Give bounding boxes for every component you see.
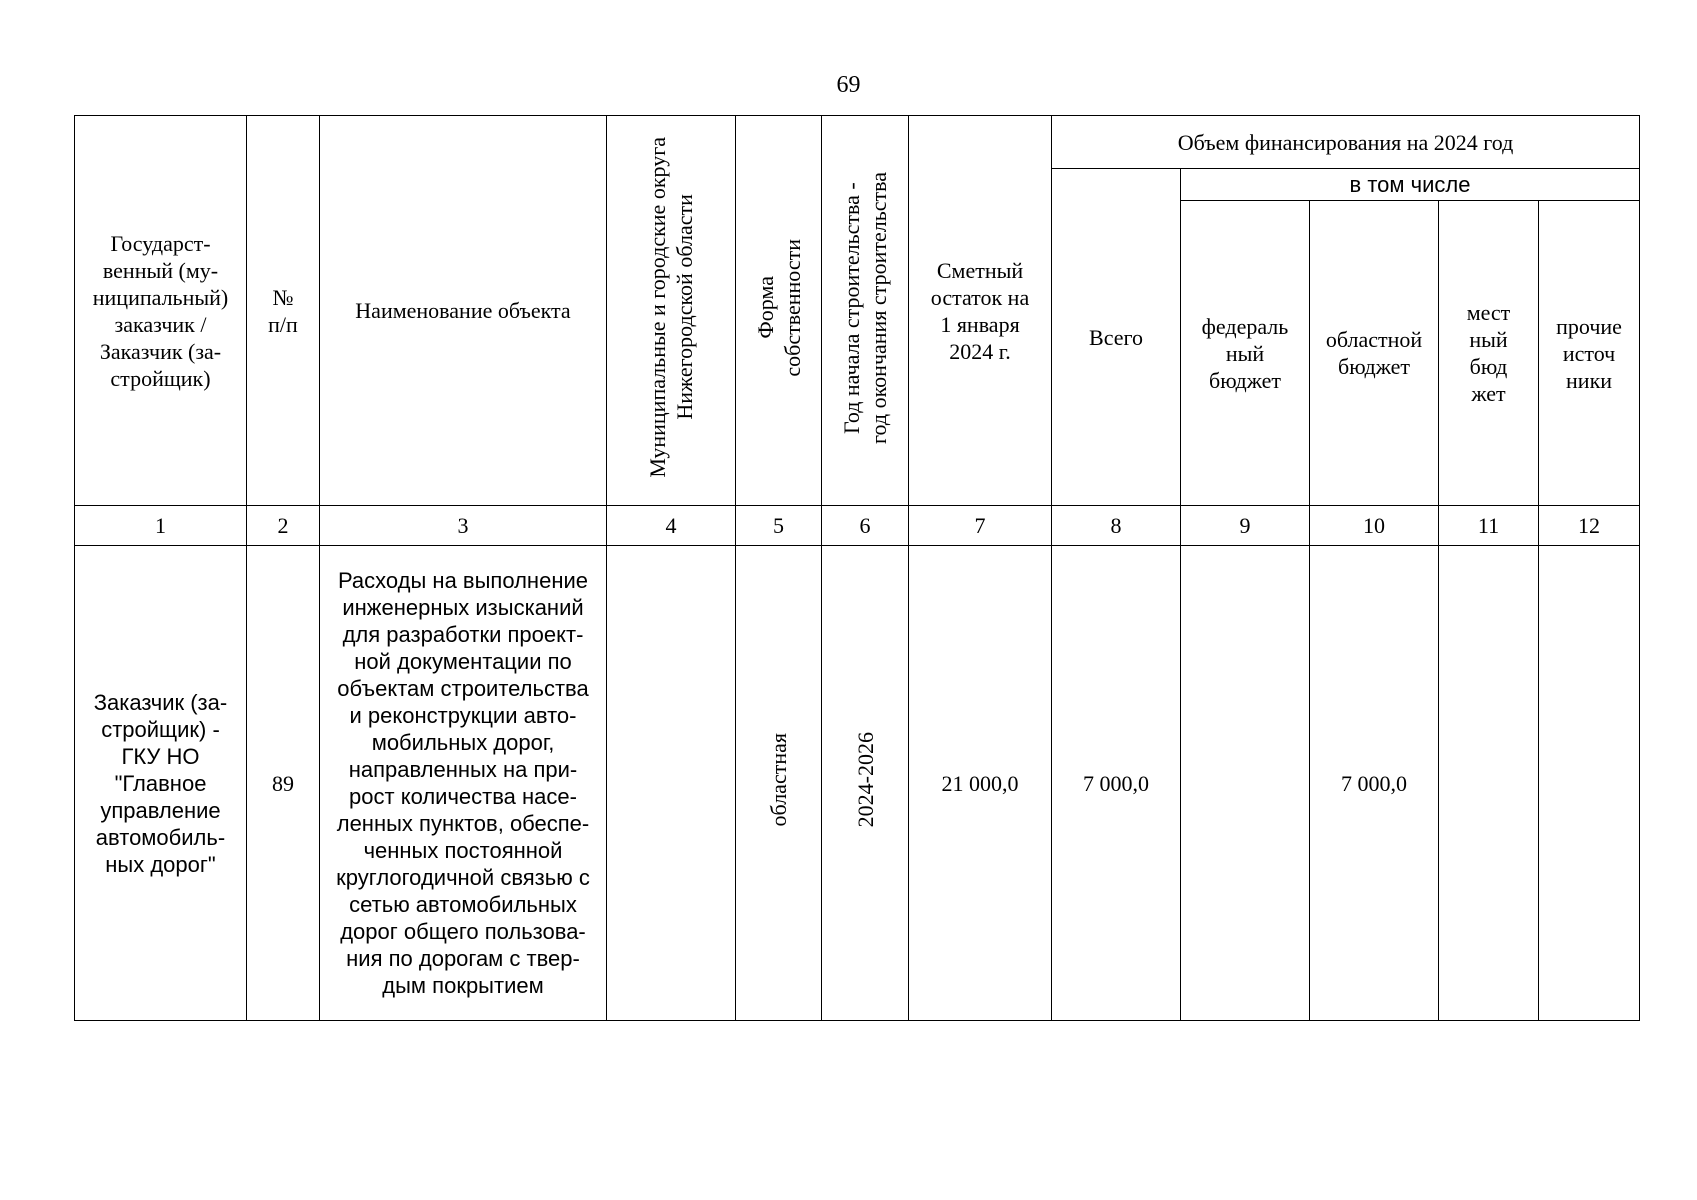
header-funding-group: Объем финансирования на 2024 год [1052,116,1640,169]
row-years-text: 2024-2026 [852,732,878,828]
row-years [822,546,909,1021]
header-object-name: Наименование объекта [320,116,607,506]
financing-table [74,115,1640,1021]
row-federal [1181,546,1310,1021]
header-including: в том числе [1181,169,1640,201]
row-balance: 21 000,0 [909,546,1052,1021]
header-customer: Государст- венный (му- ниципальный) заказчик / Заказчик (за- стройщик) [75,116,247,506]
row-other [1539,546,1640,1021]
column-number: 4 [607,506,736,546]
row-total: 7 000,0 [1052,546,1181,1021]
header-other: прочие источ ники [1539,201,1640,506]
column-number: 9 [1181,506,1310,546]
header-local: мест ный бюд жет [1439,201,1539,506]
row-customer: Заказчик (за- стройщик) - ГКУ НО "Главное управление автомобиль- ных дорог" [75,546,247,1021]
column-number: 11 [1439,506,1539,546]
header-balance: Сметный остаток на 1 января 2024 г. [909,116,1052,506]
row-number: 89 [247,546,320,1021]
header-row-1 [75,116,1640,169]
column-number: 12 [1539,506,1640,546]
row-local [1439,546,1539,1021]
header-ownership-text: Форма собственности [752,238,805,377]
row-municipality [607,546,736,1021]
column-number: 2 [247,506,320,546]
column-number: 6 [822,506,909,546]
page-number: 69 [836,72,861,98]
row-regional: 7 000,0 [1310,546,1439,1021]
column-number: 8 [1052,506,1181,546]
column-number: 1 [75,506,247,546]
row-ownership-text: областная [766,733,791,827]
row-object-name: Расходы на выполнение инженерных изысканий для разработки проект- ной документации по объектам строительства и реконструкции авто- мобильных дорог, направленных на при- рост количества насе- ленных пунктов, обеспе- ченных постоянной круглогодичной связью с сетью автомобильных дорог общего пользова- ния по дорогам с твер- дым покрытием [320,546,607,1021]
header-municipality-text: Муниципальные и городские округа Нижегородской области [645,137,697,478]
header-total: Всего [1052,169,1181,506]
table-row [75,546,1640,1021]
header-regional: областной бюджет [1310,201,1439,506]
header-years-text: Год начала строительства - год окончания строительства [839,171,891,444]
column-number: 7 [909,506,1052,546]
column-number: 5 [736,506,822,546]
header-years [822,116,909,506]
column-number: 10 [1310,506,1439,546]
header-federal: федераль ный бюджет [1181,201,1310,506]
header-number: № п/п [247,116,320,506]
header-municipality [607,116,736,506]
column-numbers-row [75,506,1640,546]
row-ownership [736,546,822,1021]
column-number: 3 [320,506,607,546]
header-ownership [736,116,822,506]
